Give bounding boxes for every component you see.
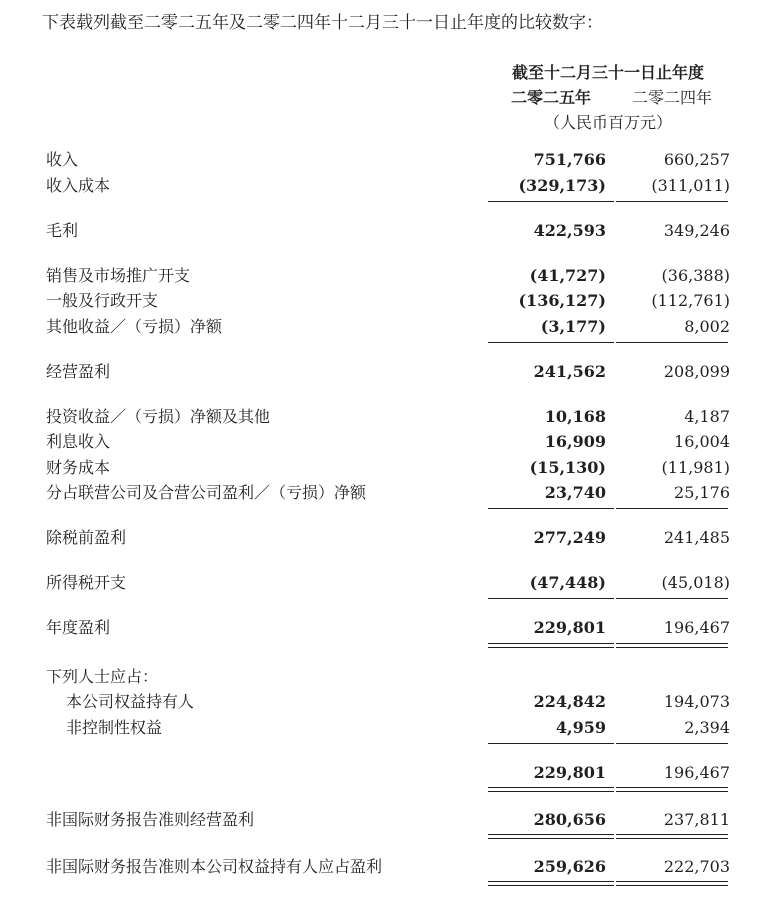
value-2025: 224,842 xyxy=(533,692,606,711)
table-row-attributable-total xyxy=(0,761,774,785)
value-2024: (11,981) xyxy=(661,458,730,477)
subtotal-rule xyxy=(616,598,728,599)
value-2025: 259,626 xyxy=(533,857,606,876)
table-row-share-of-associates xyxy=(0,481,774,505)
value-2025: 16,909 xyxy=(544,432,606,451)
row-label: 收入成本 xyxy=(46,176,111,195)
subtotal-rule xyxy=(616,342,728,343)
value-2025: (3,177) xyxy=(540,317,606,336)
table-row-selling-expenses xyxy=(0,264,774,288)
value-2025: 4,959 xyxy=(555,718,606,737)
row-label: 非国际财务报告准则经营盈利 xyxy=(46,810,255,829)
total-double-rule xyxy=(488,834,614,839)
row-label: 其他收益／（亏损）净额 xyxy=(46,317,223,336)
row-label: 所得税开支 xyxy=(46,573,127,592)
column-header-2024: 二零二四年 xyxy=(631,88,712,107)
value-2024: 660,257 xyxy=(663,150,730,169)
row-label: 年度盈利 xyxy=(46,618,111,637)
row-label: 本公司权益持有人 xyxy=(66,692,195,711)
value-2024: 194,073 xyxy=(663,692,730,711)
value-2024: (45,018) xyxy=(661,573,730,592)
total-double-rule xyxy=(616,787,728,792)
value-2025: (329,173) xyxy=(518,176,606,195)
table-row-investment-gains xyxy=(0,405,774,429)
intro-text: 下表载列截至二零二五年及二零二四年十二月三十一日止年度的比较数字： xyxy=(42,13,603,33)
value-2024: 241,485 xyxy=(663,528,730,547)
column-header-2025: 二零二五年 xyxy=(510,88,591,107)
row-label: 下列人士应占： xyxy=(46,667,159,686)
value-2024: 25,176 xyxy=(674,483,730,502)
subtotal-rule xyxy=(616,743,728,744)
total-double-rule xyxy=(616,834,728,839)
subtotal-rule xyxy=(488,598,614,599)
total-double-rule xyxy=(488,643,614,648)
row-label: 非控制性权益 xyxy=(66,718,163,737)
value-2025: 277,249 xyxy=(533,528,606,547)
subtotal-rule xyxy=(488,743,614,744)
row-label: 销售及市场推广开支 xyxy=(46,266,191,285)
value-2025: 10,168 xyxy=(544,407,606,426)
table-row-equity-holders xyxy=(0,690,774,714)
table-row-income-tax xyxy=(0,571,774,595)
total-double-rule xyxy=(616,643,728,648)
row-label: 收入 xyxy=(46,150,79,169)
value-2024: (112,761) xyxy=(651,291,730,310)
value-2025: (41,727) xyxy=(529,266,606,285)
subtotal-rule xyxy=(488,508,614,509)
table-row-finance-costs xyxy=(0,456,774,480)
row-label: 一般及行政开支 xyxy=(46,291,159,310)
row-label: 财务成本 xyxy=(46,458,111,477)
table-row-attributable-to xyxy=(0,665,774,689)
row-label: 分占联营公司及合营公司盈利／（亏损）净额 xyxy=(46,483,367,502)
value-2024: (36,388) xyxy=(661,266,730,285)
table-row-profit-before-tax xyxy=(0,526,774,550)
subtotal-rule xyxy=(616,508,728,509)
table-row-non-ifrs-operating-profit xyxy=(0,808,774,832)
value-2024: 2,394 xyxy=(684,718,730,737)
value-2025: 241,562 xyxy=(533,362,606,381)
value-2025: 23,740 xyxy=(544,483,606,502)
table-row-other-gains xyxy=(0,315,774,339)
table-row-operating-profit xyxy=(0,360,774,384)
value-2024: 208,099 xyxy=(663,362,730,381)
table-row-non-controlling xyxy=(0,716,774,740)
subtotal-rule xyxy=(616,201,728,202)
table-row-interest-income xyxy=(0,430,774,454)
table-row-admin-expenses xyxy=(0,289,774,313)
subtotal-rule xyxy=(488,342,614,343)
value-2024: 237,811 xyxy=(663,810,730,829)
table-row-profit-for-year xyxy=(0,616,774,640)
subtotal-rule xyxy=(488,201,614,202)
total-double-rule xyxy=(488,881,614,886)
value-2024: 196,467 xyxy=(663,763,730,782)
value-2024: (311,011) xyxy=(651,176,730,195)
total-double-rule xyxy=(488,787,614,792)
value-2025: 751,766 xyxy=(533,150,606,169)
value-2025: 422,593 xyxy=(533,221,606,240)
value-2025: 280,656 xyxy=(533,810,606,829)
table-row-cost-of-revenue xyxy=(0,174,774,198)
value-2025: 229,801 xyxy=(533,618,606,637)
table-row-non-ifrs-attributable-profit xyxy=(0,855,774,879)
row-label: 经营盈利 xyxy=(46,362,111,381)
table-row-revenue xyxy=(0,148,774,172)
value-2025: 229,801 xyxy=(533,763,606,782)
value-2024: 349,246 xyxy=(663,221,730,240)
value-2025: (15,130) xyxy=(529,458,606,477)
value-2024: 196,467 xyxy=(663,618,730,637)
table-row-gross-profit xyxy=(0,219,774,243)
value-2024: 4,187 xyxy=(684,407,730,426)
value-2024: 8,002 xyxy=(684,317,730,336)
value-2024: 222,703 xyxy=(663,857,730,876)
row-label: 除税前盈利 xyxy=(46,528,127,547)
total-double-rule xyxy=(616,881,728,886)
value-2024: 16,004 xyxy=(674,432,730,451)
row-label: 利息收入 xyxy=(46,432,111,451)
row-label: 投资收益／（亏损）净额及其他 xyxy=(46,407,271,426)
value-2025: (47,448) xyxy=(529,573,606,592)
row-label: 非国际财务报告准则本公司权益持有人应占盈利 xyxy=(46,857,383,876)
value-2025: (136,127) xyxy=(518,291,606,310)
unit-header: （人民币百万元） xyxy=(543,113,672,132)
period-header: 截至十二月三十一日止年度 xyxy=(511,63,704,82)
row-label: 毛利 xyxy=(46,221,79,240)
